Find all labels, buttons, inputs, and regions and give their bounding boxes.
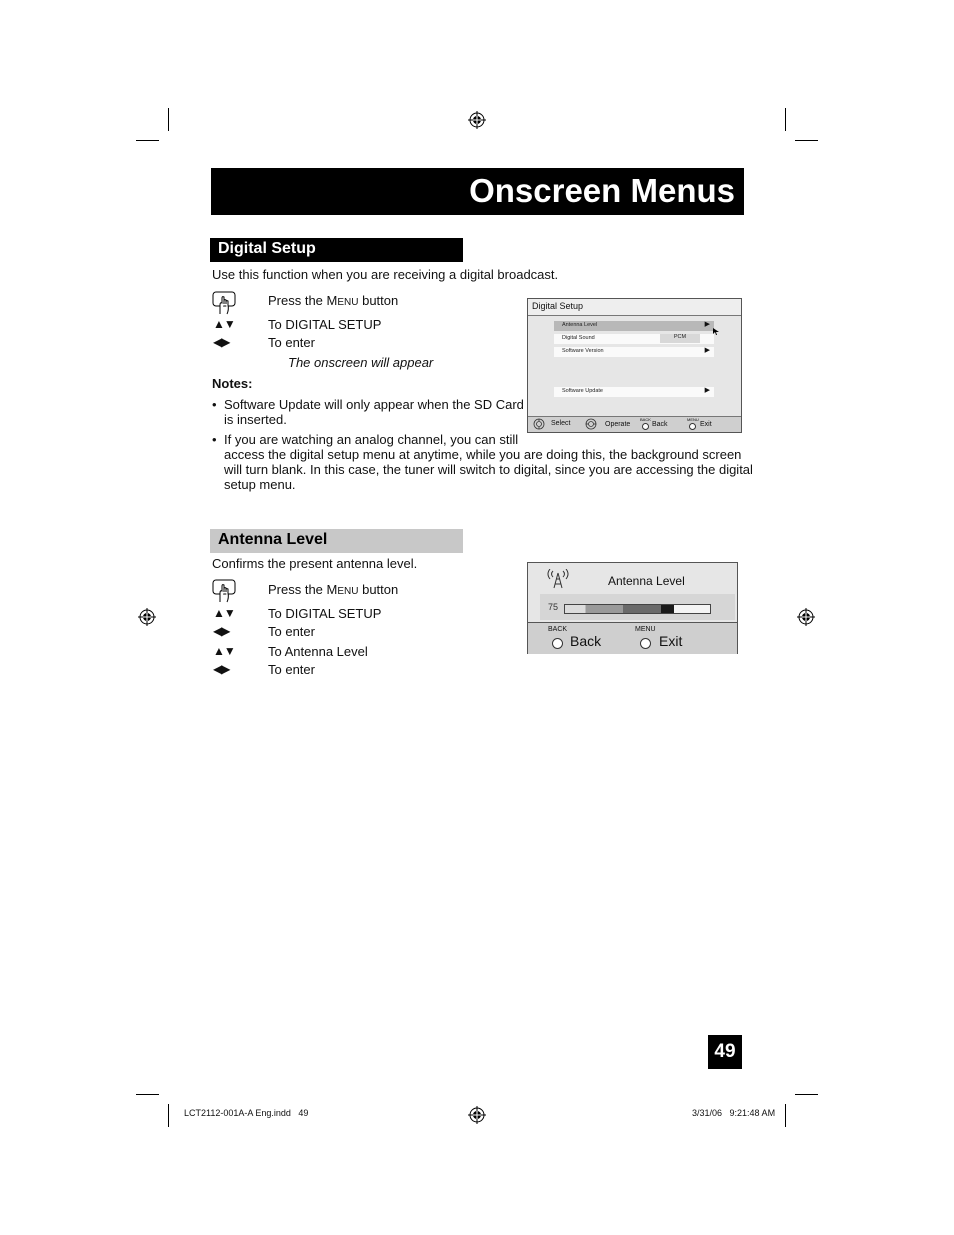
step-press-menu bbox=[268, 582, 398, 597]
level-panel bbox=[540, 594, 735, 620]
note-line: will turn blank. In this case, the tuner will switch to digital, since you are accessing the digital bbox=[224, 462, 753, 477]
note-line: access the digital setup menu at anytime, while you are doing this, the background screen bbox=[224, 447, 742, 462]
menu-item-label: Antenna Level bbox=[562, 322, 598, 328]
footer-back-label: Back bbox=[570, 633, 602, 649]
step-text: button bbox=[358, 293, 399, 308]
step-text: Press the M bbox=[268, 582, 338, 597]
footer-operate-label: Operate bbox=[605, 421, 631, 428]
section-heading-digital-setup bbox=[210, 238, 463, 262]
crop-mark bbox=[136, 1094, 159, 1095]
step-text: To enter bbox=[268, 662, 315, 677]
section-intro: Use this function when you are receiving a digital broadcast. bbox=[212, 267, 559, 282]
back-button-caption: BACK bbox=[640, 417, 651, 422]
right-arrow-icon: ▶ bbox=[704, 321, 710, 328]
level-meter bbox=[564, 604, 711, 614]
step-press-menu bbox=[268, 293, 398, 308]
menu-button-caption: MENU bbox=[687, 417, 699, 422]
menu-item-label: Digital Sound bbox=[562, 335, 595, 341]
note-item bbox=[224, 432, 753, 492]
level-value: 75 bbox=[548, 602, 559, 612]
crop-mark bbox=[795, 1094, 818, 1095]
left-right-arrows-icon: ◀▶ bbox=[213, 662, 230, 676]
menu-item-value: PCM bbox=[660, 334, 700, 343]
bullet-icon: • bbox=[212, 397, 217, 412]
hand-pointer-icon bbox=[212, 579, 236, 603]
screen-footer bbox=[528, 416, 741, 432]
print-datetime: 3/31/06 9:21:48 AM bbox=[692, 1108, 776, 1118]
registration-mark-icon bbox=[468, 1106, 486, 1124]
step-text: To DIGITAL SETUP bbox=[268, 606, 382, 621]
registration-mark-icon bbox=[138, 608, 156, 626]
antenna-icon bbox=[545, 569, 571, 589]
section-heading-label: Digital Setup bbox=[218, 240, 316, 257]
menu-item-digital-sound[interactable] bbox=[554, 334, 714, 344]
menu-item-software-update[interactable] bbox=[554, 387, 714, 397]
footer-exit-label: Exit bbox=[700, 421, 712, 428]
step-text: button bbox=[358, 582, 399, 597]
page-title: Onscreen Menus bbox=[469, 172, 735, 209]
menu-item-antenna-level[interactable] bbox=[554, 321, 714, 331]
print-file-info: LCT2112-001A-A Eng.indd 49 bbox=[184, 1108, 309, 1118]
title-bar bbox=[211, 168, 744, 215]
digital-setup-screen bbox=[527, 298, 742, 433]
notes-title: Notes: bbox=[212, 376, 253, 391]
menu-item-label: Software Version bbox=[562, 348, 604, 354]
section-heading-antenna-level bbox=[210, 529, 463, 553]
up-down-arrows-icon: ▲▼ bbox=[213, 317, 235, 331]
step-text: Press the M bbox=[268, 293, 338, 308]
left-right-arrows-icon: ◀▶ bbox=[213, 335, 230, 349]
exit-button-icon[interactable] bbox=[689, 423, 696, 430]
page-number: 49 bbox=[708, 1035, 742, 1069]
step-text-smallcaps: ENU bbox=[337, 586, 359, 597]
bullet-icon: • bbox=[212, 432, 217, 447]
step-text-smallcaps: ENU bbox=[337, 297, 359, 308]
note-item bbox=[224, 397, 524, 427]
registration-mark-icon bbox=[797, 608, 815, 626]
antenna-level-screen bbox=[527, 562, 738, 654]
screen-footer bbox=[528, 622, 737, 654]
section-heading-label: Antenna Level bbox=[218, 531, 328, 548]
footer-exit-label: Exit bbox=[659, 633, 683, 649]
screen-title: Digital Setup bbox=[532, 301, 584, 311]
note-line: setup menu. bbox=[224, 477, 296, 492]
section-intro: Confirms the present antenna level. bbox=[212, 556, 418, 571]
registration-mark-icon bbox=[468, 111, 486, 129]
screen-title: Antenna Level bbox=[608, 574, 685, 588]
step-text: To Antenna Level bbox=[268, 644, 368, 659]
up-down-arrows-icon: ▲▼ bbox=[213, 644, 235, 658]
footer-select-label: Select bbox=[551, 420, 571, 427]
right-arrow-icon: ▶ bbox=[704, 387, 710, 394]
back-button-icon[interactable] bbox=[642, 423, 649, 430]
back-button-caption: BACK bbox=[548, 626, 568, 633]
step-text: To enter bbox=[268, 335, 315, 350]
menu-button-caption: MENU bbox=[635, 626, 656, 633]
level-meter-fill bbox=[565, 605, 674, 613]
crop-mark bbox=[136, 140, 159, 141]
crop-mark bbox=[785, 108, 786, 131]
crop-mark bbox=[168, 108, 169, 131]
appear-caption: The onscreen will appear bbox=[288, 355, 434, 370]
note-line: If you are watching an analog channel, you can still bbox=[224, 432, 519, 447]
up-down-arrows-icon: ▲▼ bbox=[213, 606, 235, 620]
menu-item-label: Software Update bbox=[562, 388, 603, 394]
back-button-icon[interactable] bbox=[552, 638, 563, 649]
note-line: Software Update will only appear when the SD Card bbox=[224, 397, 524, 412]
crop-mark bbox=[168, 1104, 169, 1127]
footer-back-label: Back bbox=[652, 421, 668, 428]
note-line: is inserted. bbox=[224, 412, 287, 427]
left-right-arrows-icon: ◀▶ bbox=[213, 624, 230, 638]
step-text: To DIGITAL SETUP bbox=[268, 317, 382, 332]
crop-mark bbox=[785, 1104, 786, 1127]
exit-button-icon[interactable] bbox=[640, 638, 651, 649]
dpad-up-down-icon bbox=[533, 418, 545, 430]
crop-mark bbox=[795, 140, 818, 141]
hand-pointer-icon bbox=[212, 291, 236, 315]
menu-item-software-version[interactable] bbox=[554, 347, 714, 357]
step-text: To enter bbox=[268, 624, 315, 639]
screen-title-bar bbox=[528, 299, 741, 316]
right-arrow-icon: ▶ bbox=[704, 347, 710, 354]
dpad-left-right-icon bbox=[585, 418, 597, 430]
